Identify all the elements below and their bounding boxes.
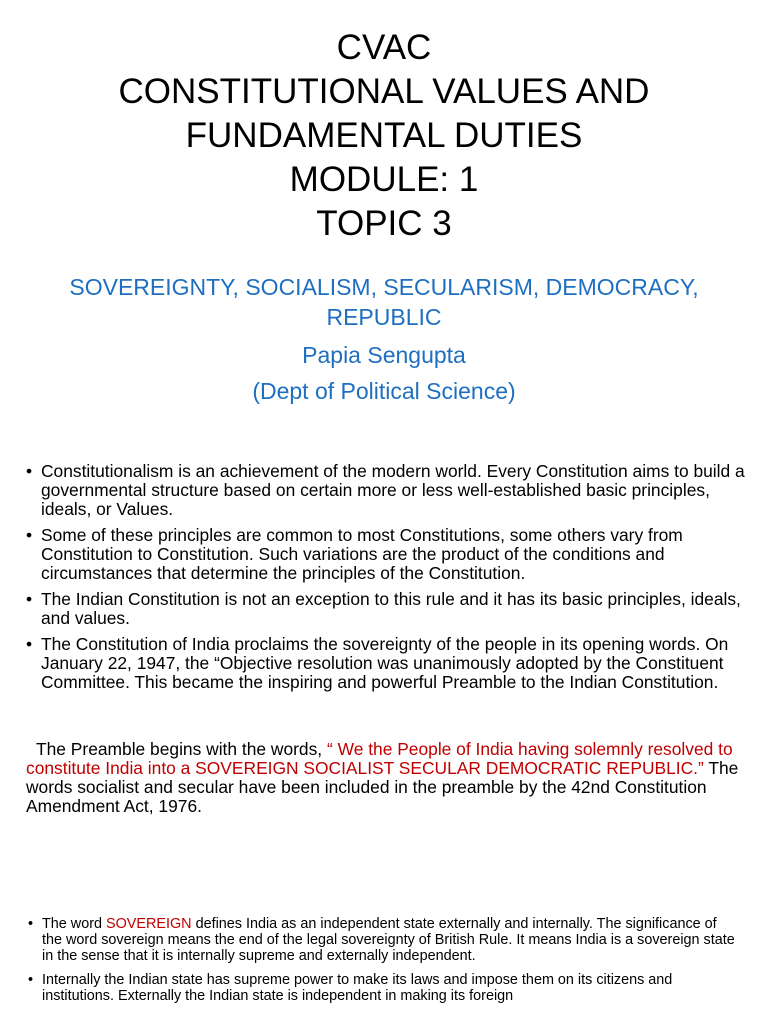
bullet-dot-icon: •	[28, 916, 34, 932]
title-line-module: MODULE: 1	[289, 160, 479, 199]
bullet-dot-icon: •	[28, 972, 34, 988]
author-name: Papia Sengupta	[302, 342, 466, 368]
bullet-text: Internally the Indian state has supreme power to make its laws and impose them on its citizens and institutions. Externally the Indian state is independent in making its foreign	[42, 972, 673, 1004]
title-slide	[0, 0, 768, 432]
title-line-name-2: FUNDAMENTAL DUTIES	[185, 116, 583, 155]
bullet-dot-icon: •	[26, 589, 33, 609]
topic-list: SOVEREIGNTY, SOCIALISM, SECULARISM, DEMOCRACY, REPUBLIC	[69, 274, 699, 330]
author-department: (Dept of Political Science)	[252, 378, 516, 404]
preamble-quote: “ We the People of India having solemnly resolved to constitute India into a SOVEREIGN SOCIALIST SECULAR DEMOCRATIC REPUBLIC.”	[26, 739, 733, 778]
intro-slide	[0, 432, 768, 864]
list-item	[26, 590, 746, 628]
sovereign-highlight: SOVEREIGN	[106, 916, 192, 932]
bullet-text: Constitutionalism is an achievement of the modern world. Every Constitution aims to build a governmental structure based on certain more or less well-established basic principles, ideals, or Values.	[41, 461, 745, 519]
bullet-text-post: defines India as an independent state externally and internally. The significance of the word sovereign means the end of the legal sovereignty of British Rule. It means India is a sovereign state in the sense that it is internally supreme and externally independent.	[42, 916, 735, 964]
title-line-topic: TOPIC 3	[316, 204, 452, 243]
list-item	[26, 462, 746, 519]
list-item	[26, 635, 746, 692]
bullet-dot-icon: •	[26, 461, 33, 481]
title-line-name-1: CONSTITUTIONAL VALUES AND	[118, 72, 650, 111]
sovereignty-slide	[0, 880, 768, 1024]
slide-subtitle	[0, 272, 768, 406]
preamble-tail: The words socialist and secular have been included in the preamble by the 42nd Constitution Amendment Act, 1976.	[26, 758, 739, 816]
bullet-text: The Indian Constitution is not an exception to this rule and it has its basic principles, ideals, and values.	[41, 589, 741, 628]
preamble-paragraph	[26, 740, 746, 816]
bullet-text: Some of these principles are common to most Constitutions, some others vary from Constitution to Constitution. Such variations are the product of the conditions and circumstances that determine the principles of the Constitution.	[41, 525, 683, 583]
list-item	[26, 526, 746, 583]
preamble-lead: The Preamble begins with the words,	[36, 739, 327, 759]
title-line-course: CVAC	[336, 28, 432, 67]
slide-title	[0, 26, 768, 246]
bullet-list	[28, 916, 740, 1012]
list-item	[28, 916, 740, 964]
bullet-list	[26, 462, 746, 699]
list-item	[28, 972, 740, 1004]
bullet-dot-icon: •	[26, 525, 33, 545]
bullet-dot-icon: •	[26, 634, 33, 654]
bullet-text: The Constitution of India proclaims the sovereignty of the people in its opening words. On January 22, 1947, the “Objective resolution was unanimously adopted by the Constituent Committee. This became the inspiring and powerful Preamble to the Indian Constitution.	[41, 634, 729, 692]
bullet-text-pre: The word	[42, 916, 106, 932]
